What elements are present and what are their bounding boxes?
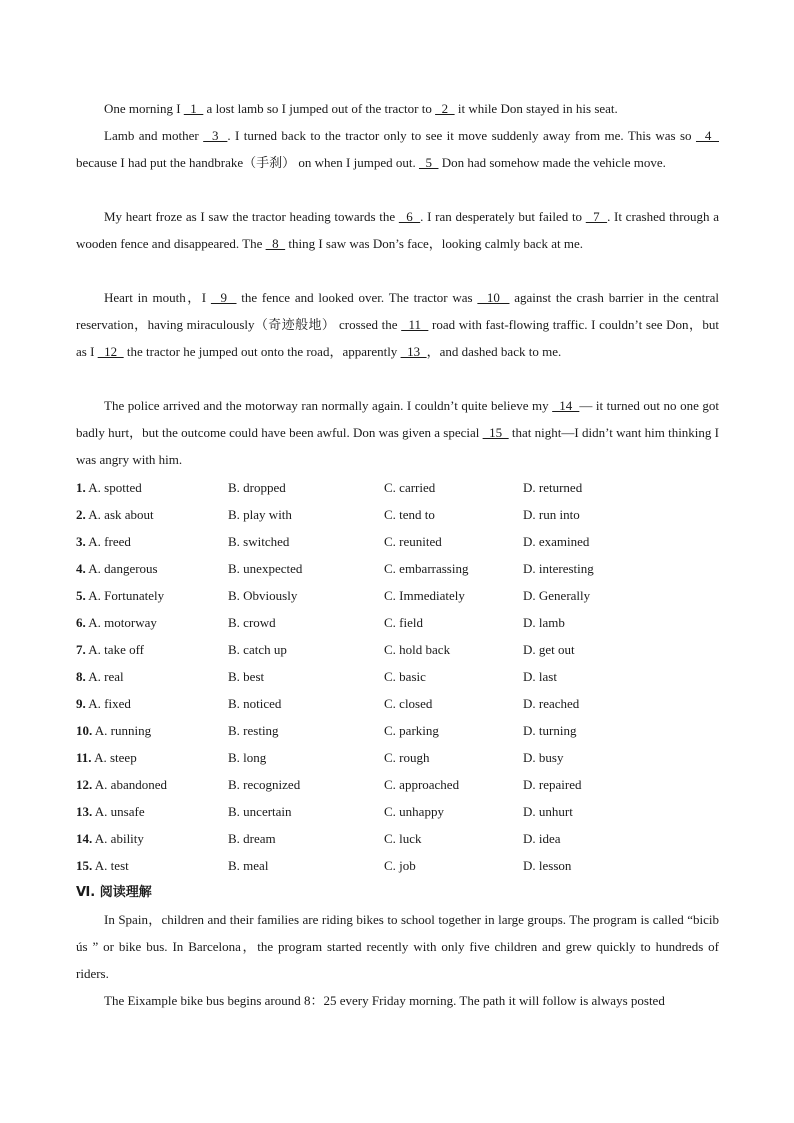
question-row bbox=[76, 852, 736, 879]
passage-paragraph-5 bbox=[76, 392, 719, 473]
option-a-text: A. unsafe bbox=[94, 804, 145, 819]
question-row bbox=[76, 744, 736, 771]
question-row bbox=[76, 663, 736, 690]
option-b: B. meal bbox=[228, 858, 269, 873]
option-b: B. dropped bbox=[228, 480, 286, 495]
option-c: C. luck bbox=[384, 831, 422, 846]
question-row bbox=[76, 474, 736, 501]
question-row bbox=[76, 555, 736, 582]
passage-text: against the crash barrier in the central reservation，having miraculously（奇迹般地） crossed the bbox=[76, 290, 720, 332]
option-a bbox=[76, 501, 154, 528]
option-d: D. last bbox=[523, 669, 557, 684]
question-number: 8. bbox=[76, 669, 86, 684]
section-heading: Ⅵ. 阅读理解 bbox=[76, 885, 152, 900]
passage-text: One morning I bbox=[104, 101, 184, 116]
option-c: C. job bbox=[384, 858, 416, 873]
option-c: C. embarrassing bbox=[384, 561, 469, 576]
option-b: B. recognized bbox=[228, 777, 301, 792]
question-number: 3. bbox=[76, 534, 86, 549]
option-d: D. lamb bbox=[523, 615, 565, 630]
option-a bbox=[76, 528, 131, 555]
option-b: B. switched bbox=[228, 534, 290, 549]
passage-text: Heart in mouth，I bbox=[104, 290, 211, 305]
passage-text: because I had put the handbrake（手刹） on when I jumped out. bbox=[76, 155, 419, 170]
passage-text: . I ran desperately but failed to bbox=[420, 209, 586, 224]
question-number: 15. bbox=[76, 858, 93, 873]
option-a bbox=[76, 582, 164, 609]
question-row bbox=[76, 771, 736, 798]
option-c: C. Immediately bbox=[384, 588, 465, 603]
option-b: B. dream bbox=[228, 831, 276, 846]
option-a-text: A. test bbox=[94, 858, 129, 873]
question-row bbox=[76, 825, 736, 852]
option-a-text: A. dangerous bbox=[88, 561, 158, 576]
option-d: D. turning bbox=[523, 723, 577, 738]
question-row bbox=[76, 690, 736, 717]
answer-blank: 8 bbox=[265, 236, 286, 251]
option-d: D. examined bbox=[523, 534, 590, 549]
question-number: 12. bbox=[76, 777, 93, 792]
passage-text: . I turned back to the tractor only to see it move suddenly away from me. This was so bbox=[227, 128, 696, 143]
reading-paragraph-1: In Spain，children and their families are riding bikes to school together in large groups. The program is called “bicib ús ” or bike bus. In Barcelona，the program started recently with only five children and grew quickly to hundreds of riders. bbox=[76, 912, 719, 981]
option-a bbox=[76, 852, 129, 879]
answer-blank: 11 bbox=[401, 317, 429, 332]
option-d: D. Generally bbox=[523, 588, 591, 603]
option-d: D. interesting bbox=[523, 561, 594, 576]
option-a-text: A. ask about bbox=[88, 507, 154, 522]
option-d: D. get out bbox=[523, 642, 575, 657]
option-c: C. unhappy bbox=[384, 804, 444, 819]
question-number: 13. bbox=[76, 804, 93, 819]
option-d: D. unhurt bbox=[523, 804, 573, 819]
passage-paragraph-1 bbox=[76, 95, 719, 122]
option-d: D. idea bbox=[523, 831, 561, 846]
option-d: D. run into bbox=[523, 507, 580, 522]
question-row bbox=[76, 636, 736, 663]
option-c: C. rough bbox=[384, 750, 430, 765]
option-c: C. basic bbox=[384, 669, 426, 684]
option-a bbox=[76, 825, 144, 852]
question-number: 7. bbox=[76, 642, 86, 657]
answer-blank: 4 bbox=[695, 128, 719, 143]
passage-text: — it turned out no one got badly hurt，but the outcome could have been awful. Don was given a special bbox=[76, 398, 720, 440]
passage-paragraph-3 bbox=[76, 203, 719, 257]
answer-blank: 3 bbox=[203, 128, 228, 143]
option-a bbox=[76, 798, 145, 825]
option-a bbox=[76, 690, 131, 717]
option-a-text: A. motorway bbox=[88, 615, 157, 630]
option-a-text: A. Fortunately bbox=[88, 588, 165, 603]
answer-blank: 1 bbox=[183, 101, 204, 116]
option-c: C. reunited bbox=[384, 534, 442, 549]
option-d: D. busy bbox=[523, 750, 564, 765]
passage-text: thing I saw was Don’s face，looking calmly back at me. bbox=[285, 236, 583, 251]
question-number: 10. bbox=[76, 723, 93, 738]
answer-blank: 13 bbox=[400, 344, 427, 359]
passage-text: Don had somehow made the vehicle move. bbox=[438, 155, 666, 170]
option-c: C. parking bbox=[384, 723, 439, 738]
passage-paragraph-4 bbox=[76, 284, 719, 365]
passage-text: the tractor he jumped out onto the road，apparently bbox=[123, 344, 401, 359]
option-b: B. catch up bbox=[228, 642, 287, 657]
option-a-text: A. take off bbox=[88, 642, 145, 657]
answer-blank: 6 bbox=[398, 209, 421, 224]
option-a bbox=[76, 744, 137, 771]
question-row bbox=[76, 501, 736, 528]
option-a-text: A. real bbox=[88, 669, 124, 684]
question-number: 2. bbox=[76, 507, 86, 522]
passage-text: that night—I didn’t want him thinking I was angry with him. bbox=[76, 425, 720, 467]
option-a-text: A. freed bbox=[88, 534, 131, 549]
passage-text: ，and dashed back to me. bbox=[426, 344, 562, 359]
option-b: B. play with bbox=[228, 507, 292, 522]
answer-blank: 5 bbox=[418, 155, 439, 170]
question-number: 9. bbox=[76, 696, 86, 711]
option-b: B. noticed bbox=[228, 696, 282, 711]
answer-blank: 14 bbox=[552, 398, 580, 413]
passage-text: the fence and looked over. The tractor was bbox=[236, 290, 478, 305]
passage-text: The police arrived and the motorway ran normally again. I couldn’t quite believe my bbox=[104, 398, 553, 413]
question-number: 4. bbox=[76, 561, 86, 576]
question-row bbox=[76, 582, 736, 609]
option-d: D. lesson bbox=[523, 858, 572, 873]
option-c: C. approached bbox=[384, 777, 460, 792]
option-a-text: A. running bbox=[94, 723, 152, 738]
option-a bbox=[76, 609, 157, 636]
answer-blank: 15 bbox=[482, 425, 509, 440]
option-b: B. Obviously bbox=[228, 588, 298, 603]
option-a-text: A. ability bbox=[94, 831, 144, 846]
passage-text: road with fast-flowing traffic. I couldn’t see Don，but as I bbox=[76, 317, 719, 359]
passage-text: it while Don stayed in his seat. bbox=[454, 101, 618, 116]
question-number: 14. bbox=[76, 831, 93, 846]
option-c: C. hold back bbox=[384, 642, 451, 657]
question-row bbox=[76, 609, 736, 636]
option-a bbox=[76, 636, 144, 663]
option-b: B. uncertain bbox=[228, 804, 292, 819]
option-b: B. best bbox=[228, 669, 265, 684]
passage-text: a lost lamb so I jumped out of the tractor to bbox=[203, 101, 436, 116]
question-row bbox=[76, 528, 736, 555]
option-b: B. long bbox=[228, 750, 267, 765]
answer-blank: 10 bbox=[477, 290, 510, 305]
answer-blank: 2 bbox=[435, 101, 455, 116]
option-a-text: A. fixed bbox=[88, 696, 131, 711]
option-a bbox=[76, 717, 151, 744]
option-d: D. repaired bbox=[523, 777, 582, 792]
option-b: B. crowd bbox=[228, 615, 276, 630]
question-number: 5. bbox=[76, 588, 86, 603]
answer-blank: 12 bbox=[97, 344, 124, 359]
option-d: D. returned bbox=[523, 480, 583, 495]
passage-text: My heart froze as I saw the tractor heading towards the bbox=[104, 209, 399, 224]
question-row bbox=[76, 798, 736, 825]
option-d: D. reached bbox=[523, 696, 580, 711]
question-number: 6. bbox=[76, 615, 86, 630]
option-c: C. closed bbox=[384, 696, 433, 711]
option-c: C. carried bbox=[384, 480, 436, 495]
option-a bbox=[76, 663, 124, 690]
passage-text: Lamb and mother bbox=[104, 128, 204, 143]
option-a-text: A. spotted bbox=[88, 480, 142, 495]
option-c: C. tend to bbox=[384, 507, 435, 522]
passage-text: . It crashed through a wooden fence and disappeared. The bbox=[76, 209, 719, 251]
option-a bbox=[76, 555, 158, 582]
question-row bbox=[76, 717, 736, 744]
option-c: C. field bbox=[384, 615, 423, 630]
option-a bbox=[76, 771, 167, 798]
answer-blank: 9 bbox=[210, 290, 237, 305]
answer-blank: 7 bbox=[585, 209, 608, 224]
passage-paragraph-2 bbox=[76, 122, 719, 176]
question-number: 11. bbox=[76, 750, 92, 765]
option-a-text: A. steep bbox=[94, 750, 137, 765]
option-a bbox=[76, 474, 142, 501]
option-b: B. resting bbox=[228, 723, 279, 738]
option-a-text: A. abandoned bbox=[94, 777, 167, 792]
reading-paragraph-2: The Eixample bike bus begins around 8：25 every Friday morning. The path it will follow is always posted bbox=[104, 993, 665, 1008]
option-b: B. unexpected bbox=[228, 561, 303, 576]
question-number: 1. bbox=[76, 480, 86, 495]
